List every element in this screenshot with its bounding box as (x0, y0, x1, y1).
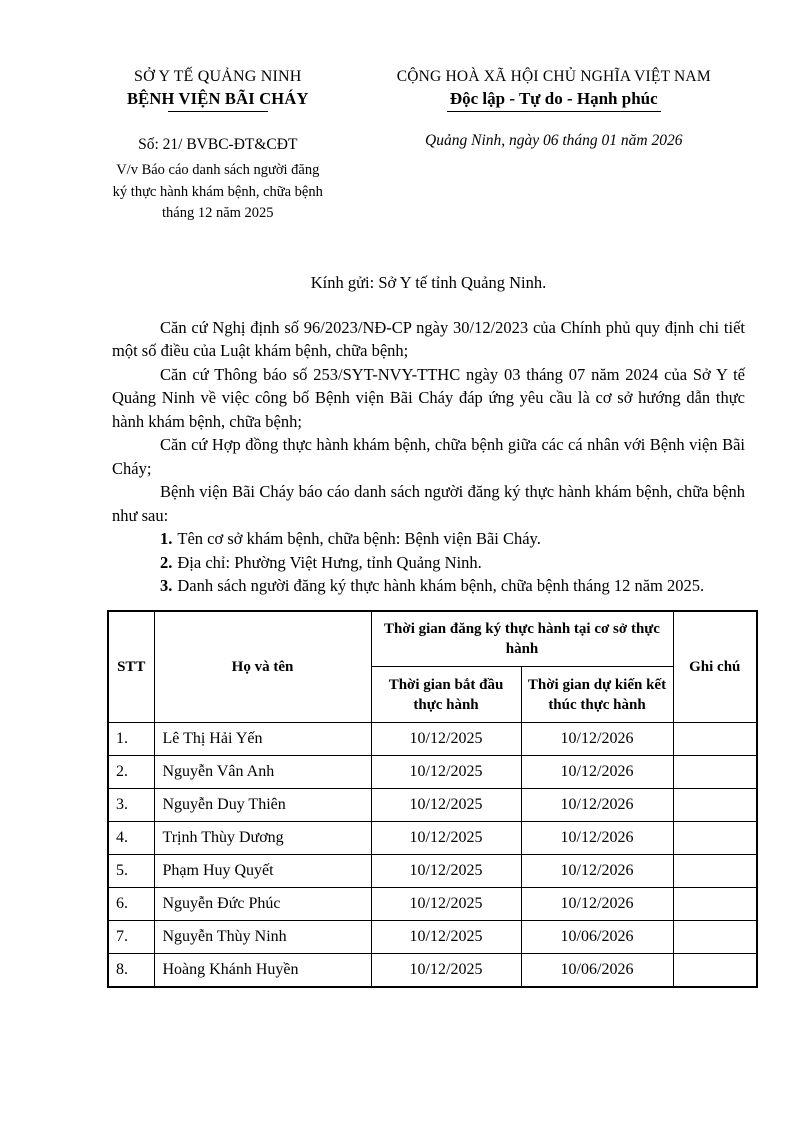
table-row (108, 789, 757, 822)
numbered-item (112, 551, 745, 575)
table-header-time-group: Thời gian đăng ký thực hành tại cơ sở thực hành (371, 611, 673, 667)
cell-end-date: 10/12/2026 (521, 723, 673, 756)
body-paragraph: Căn cứ Nghị định số 96/2023/NĐ-CP ngày 30/12/2023 của Chính phủ quy định chi tiết một số điều của Luật khám bệnh, chữa bệnh; (112, 317, 745, 360)
cell-name: Nguyễn Đức Phúc (154, 888, 371, 921)
cell-end-date: 10/12/2026 (521, 822, 673, 855)
table-row (108, 822, 757, 855)
cell-end-date: 10/12/2026 (521, 888, 673, 921)
cell-stt: 1. (108, 723, 154, 756)
table-row (108, 921, 757, 954)
cell-stt: 7. (108, 921, 154, 954)
cell-name: Nguyễn Thùy Ninh (154, 921, 371, 954)
cell-note (673, 756, 757, 789)
letter-header (0, 0, 800, 225)
org-parent-name: SỞ Y TẾ QUẢNG NINH (134, 68, 302, 85)
body-paragraph: Bệnh viện Bãi Cháy báo cáo danh sách người đăng ký thực hành khám bệnh, chữa bệnh như sau: (112, 482, 745, 525)
cell-end-date: 10/12/2026 (521, 789, 673, 822)
table-header-name: Họ và tên (154, 611, 371, 723)
table-row (108, 855, 757, 888)
cell-end-date: 10/06/2026 (521, 954, 673, 988)
national-header-block (356, 66, 752, 225)
cell-end-date: 10/12/2026 (521, 756, 673, 789)
numbered-item (112, 574, 745, 598)
issuing-org-block (80, 66, 356, 225)
cell-stt: 3. (108, 789, 154, 822)
table-header-note: Ghi chú (673, 611, 757, 723)
cell-start-date: 10/12/2025 (371, 723, 521, 756)
cell-note (673, 822, 757, 855)
cell-name: Nguyễn Vân Anh (154, 756, 371, 789)
practice-registration-table (107, 610, 758, 989)
national-title: CỘNG HOÀ XÃ HỘI CHỦ NGHĨA VIỆT NAM (396, 68, 711, 85)
table-row (108, 954, 757, 988)
document-body (112, 271, 745, 989)
cell-note (673, 954, 757, 988)
cell-start-date: 10/12/2025 (371, 855, 521, 888)
cell-start-date: 10/12/2025 (371, 789, 521, 822)
national-motto-text: Độc lập - Tự do - Hạnh phúc (447, 88, 661, 112)
cell-note (673, 723, 757, 756)
cell-start-date: 10/12/2025 (371, 756, 521, 789)
cell-stt: 2. (108, 756, 154, 789)
body-paragraph: Căn cứ Thông báo số 253/SYT-NVY-TTHC ngày 03 tháng 07 năm 2024 của Sở Y tế Quảng Ninh về việc công bố Bệnh viện Bãi Cháy đáp ứng yêu cầu là cơ sở hướng dẫn thực hành khám bệnh, chữa bệnh; (112, 364, 745, 431)
cell-end-date: 10/06/2026 (521, 921, 673, 954)
subject-line: ký thực hành khám bệnh, chữa bệnh (112, 183, 323, 200)
cell-name: Lê Thị Hải Yến (154, 723, 371, 756)
numbered-item (112, 527, 745, 551)
cell-stt: 5. (108, 855, 154, 888)
cell-stt: 4. (108, 822, 154, 855)
cell-start-date: 10/12/2025 (371, 888, 521, 921)
document-number: Số: 21/ BVBC-ĐT&CĐT (138, 136, 298, 153)
cell-note (673, 888, 757, 921)
cell-name: Hoàng Khánh Huyền (154, 954, 371, 988)
table-row (108, 723, 757, 756)
cell-note (673, 855, 757, 888)
national-motto (356, 88, 752, 112)
table-row (108, 888, 757, 921)
cell-name: Trịnh Thùy Dương (154, 822, 371, 855)
org-name-underline (168, 111, 268, 112)
cell-start-date: 10/12/2025 (371, 954, 521, 988)
cell-start-date: 10/12/2025 (371, 822, 521, 855)
cell-stt: 6. (108, 888, 154, 921)
cell-name: Nguyễn Duy Thiên (154, 789, 371, 822)
table-header-stt: STT (108, 611, 154, 723)
body-paragraph: Căn cứ Hợp đồng thực hành khám bệnh, chữa bệnh giữa các cá nhân với Bệnh viện Bãi Cháy; (112, 435, 745, 478)
place-date-line: Quảng Ninh, ngày 06 tháng 01 năm 2026 (425, 132, 683, 149)
cell-end-date: 10/12/2026 (521, 855, 673, 888)
cell-start-date: 10/12/2025 (371, 921, 521, 954)
subject-line: tháng 12 năm 2025 (161, 205, 274, 221)
item-text: Địa chỉ: Phường Việt Hưng, tỉnh Quảng Ninh. (177, 552, 482, 572)
document-subject (80, 160, 356, 225)
cell-name: Phạm Huy Quyết (154, 855, 371, 888)
item-text: Tên cơ sở khám bệnh, chữa bệnh: Bệnh viện Bãi Cháy. (177, 529, 541, 548)
table-header-start-date: Thời gian bắt đầu thực hành (371, 667, 521, 723)
item-number: 1. (160, 529, 173, 548)
cell-note (673, 789, 757, 822)
org-name: BỆNH VIỆN BÃI CHÁY (126, 89, 309, 108)
salutation-line: Kính gửi: Sở Y tế tỉnh Quảng Ninh. (310, 272, 547, 292)
cell-note (673, 921, 757, 954)
table-row (108, 756, 757, 789)
subject-line: V/v Báo cáo danh sách người đăng (116, 162, 320, 178)
item-number: 3. (160, 576, 173, 595)
item-number: 2. (160, 552, 173, 572)
table-header-end-date: Thời gian dự kiến kết thúc thực hành (521, 667, 673, 723)
item-text: Danh sách người đăng ký thực hành khám bệnh, chữa bệnh tháng 12 năm 2025. (177, 576, 705, 595)
cell-stt: 8. (108, 954, 154, 988)
